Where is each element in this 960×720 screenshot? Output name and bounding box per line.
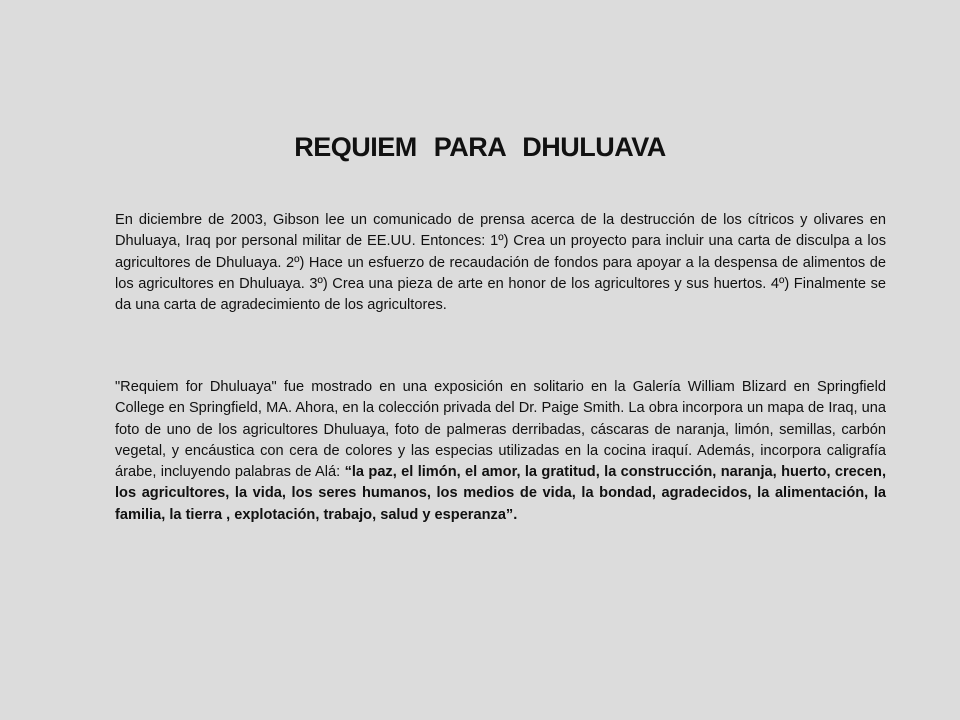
arabic-words-list: “la paz, el limón, el amor, la gratitud, la construcción, naranja, huerto, crecen, los agricultores, la vida, los seres humanos, los medios de vida, la bondad, agradecidos, la alimentación, la familia, la tierra , explotación, trabajo, salud y esperanza”. <box>115 464 887 523</box>
paragraph-artwork <box>115 377 886 526</box>
paragraph-intro: En diciembre de 2003, Gibson lee un comunicado de prensa acerca de la destrucción de los cítricos y olivares en Dhuluaya, Iraq por personal militar de EE.UU. Entonces: 1º) Crea un proyecto para incluir una carta de disculpa a los agricultores de Dhuluaya. 2º) Hace un esfuerzo de recaudación de fondos para apoyar a la despensa de alimentos de los agricultores en Dhuluaya. 3º) Crea una pieza de arte en honor de los agricultores y sus huertos. 4º) Finalmente se da una carta de agradecimiento de los agricultores. <box>115 212 886 314</box>
slide-title: REQUIEM PARA DHULUAVA <box>294 132 666 162</box>
paragraph-artwork-text: "Requiem for Dhuluaya" fue mostrado en una exposición en solitario en la Galería William Blizard en Springfield College en Springfield, MA. Ahora, en la colección privada del Dr. Paige Smith. La obra incorpora un mapa de Iraq, una foto de uno de los agricultores Dhuluaya, foto de palmeras derribadas, cáscaras de naranja, limón, semillas, carbón vegetal, y encáustica con cera de colores y las especias utilizadas en la cocina iraquí. Además, incorpora caligrafía árabe, incluyendo palabras de Alá: <box>115 379 886 481</box>
